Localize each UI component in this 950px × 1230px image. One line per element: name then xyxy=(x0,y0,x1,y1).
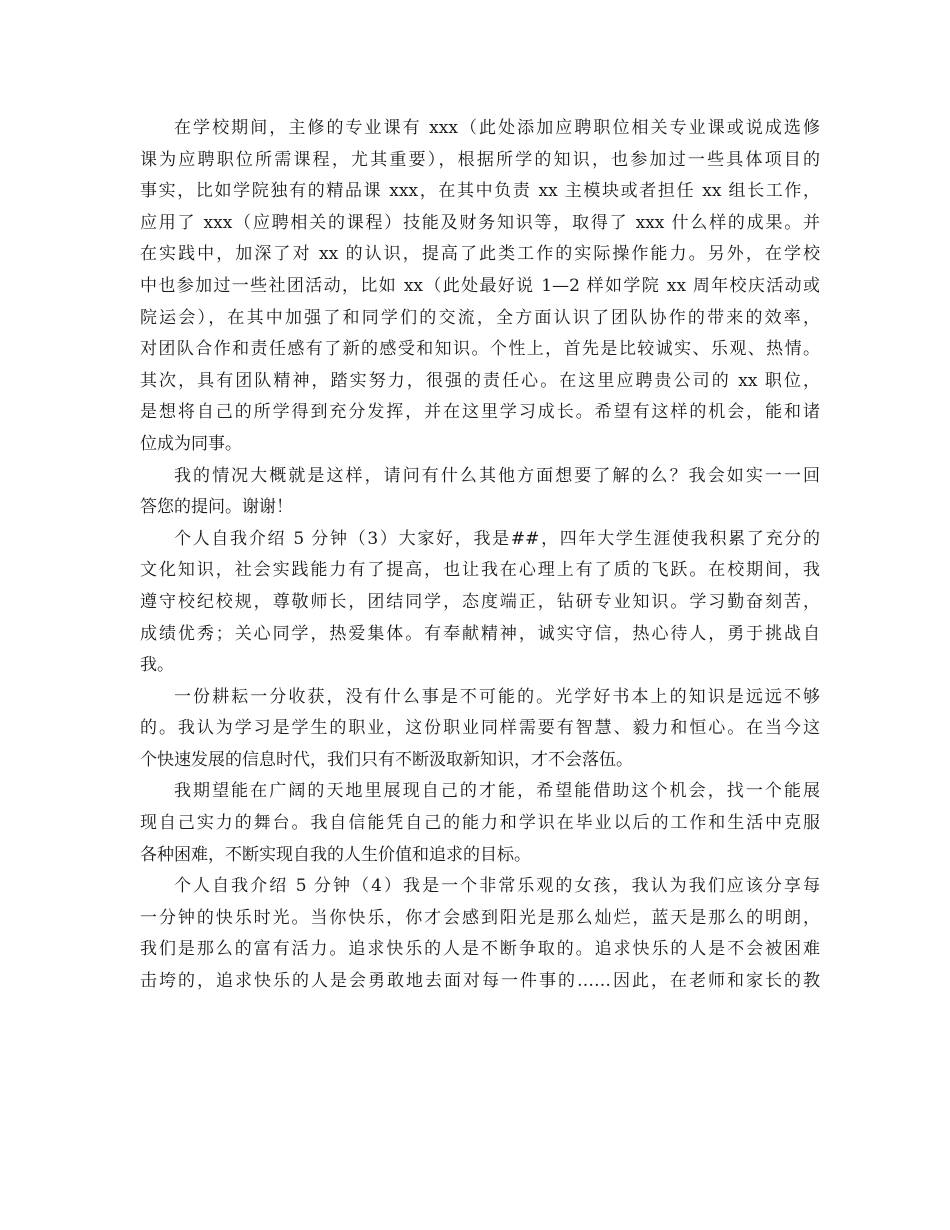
document-body xyxy=(140,113,820,998)
text-line: 对团队合作和责任感有了新的感受和知识。个性上，首先是比较诚实、乐观、热情。 xyxy=(140,339,820,360)
text-line: 应用了 xxx（应聘相关的课程）技能及财务知识等，取得了 xxx 什么样的成果。并 xyxy=(140,212,820,233)
text-line: 各种困难，不断实现自我的人生价值和追求的目标。 xyxy=(140,844,531,865)
text-line: 位成为同事。 xyxy=(140,433,242,454)
text-line: 课为应聘职位所需课程，尤其重要），根据所学的知识，也参加过一些具体项目的 xyxy=(140,149,820,170)
text-line: 现自己实力的舞台。我自信能凭自己的能力和学识在毕业以后的工作和生活中克服 xyxy=(140,813,820,834)
text-line: 一份耕耘一分收获，没有什么事是不可能的。光学好书本上的知识是远远不够 xyxy=(174,686,820,707)
text-line: 的。我认为学习是学生的职业，这份职业同样需要有智慧、毅力和恒心。在当今这 xyxy=(140,718,820,739)
text-line: 是想将自己的所学得到充分发挥，并在这里学习成长。希望有这样的机会，能和诸 xyxy=(140,402,820,423)
text-line: 我们是那么的富有活力。追求快乐的人是不断争取的。追求快乐的人是不会被困难 xyxy=(140,939,820,960)
text-line: 在实践中，加深了对 xx 的认识，提高了此类工作的实际操作能力。另外，在学校 xyxy=(140,244,820,265)
text-line: 事实，比如学院独有的精品课 xxx，在其中负责 xx 主模块或者担任 xx 组长工作， xyxy=(140,181,820,202)
text-line: 成绩优秀；关心同学，热爱集体。有奉献精神，诚实守信，热心待人，勇于挑战自 xyxy=(140,623,820,644)
text-line: 个快速发展的信息时代，我们只有不断汲取新知识，才不会落伍。 xyxy=(140,749,633,770)
text-line: 我期望能在广阔的天地里展现自己的才能，希望能借助这个机会，找一个能展 xyxy=(174,781,820,802)
text-line: 答您的提问。谢谢！ xyxy=(140,497,293,518)
text-line: 击垮的，追求快乐的人是会勇敢地去面对每一件事的……因此，在老师和家长的教 xyxy=(140,971,820,992)
text-line: 个人自我介绍 5 分钟（3）大家好，我是##，四年大学生涯使我积累了充分的 xyxy=(174,528,820,549)
text-line: 中也参加过一些社团活动，比如 xx（此处最好说 1—2 样如学院 xx 周年校庆活动或 xyxy=(140,275,820,296)
text-line: 个人自我介绍 5 分钟（4）我是一个非常乐观的女孩，我认为我们应该分享每 xyxy=(174,876,820,897)
text-line: 遵守校纪校规，尊敬师长，团结同学，态度端正，钻研专业知识。学习勤奋刻苦， xyxy=(140,591,820,612)
text-line: 我的情况大概就是这样，请问有什么其他方面想要了解的么？我会如实一一回 xyxy=(174,465,820,486)
text-line: 我。 xyxy=(140,655,174,676)
text-line: 院运会），在其中加强了和同学们的交流，全方面认识了团队协作的带来的效率， xyxy=(140,307,820,328)
text-line: 其次，具有团队精神，踏实努力，很强的责任心。在这里应聘贵公司的 xx 职位， xyxy=(140,370,820,391)
text-line: 在学校期间，主修的专业课有 xxx（此处添加应聘职位相关专业课或说成选修 xyxy=(174,118,820,138)
text-line: 一分钟的快乐时光。当你快乐，你才会感到阳光是那么灿烂，蓝天是那么的明朗， xyxy=(140,907,820,928)
text-line: 文化知识，社会实践能力有了提高，也让我在心理上有了质的飞跃。在校期间，我 xyxy=(140,560,820,581)
